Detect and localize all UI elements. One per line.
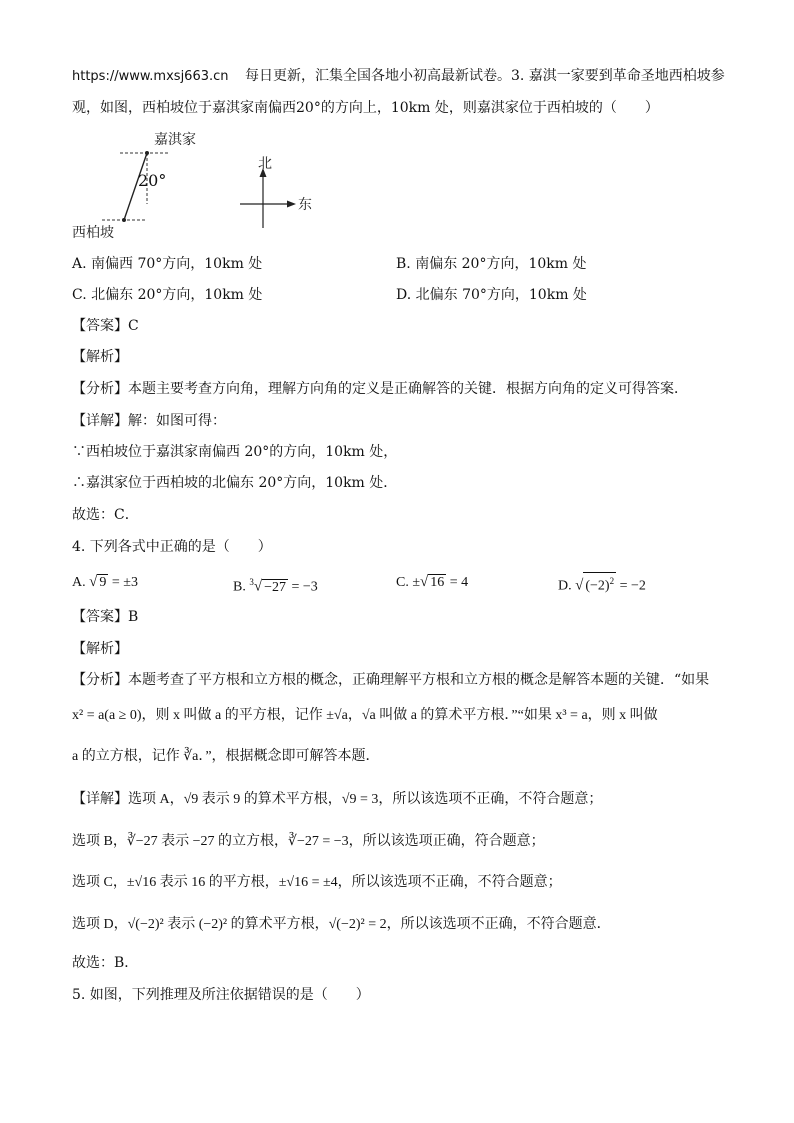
q4-option-a bbox=[72, 572, 138, 593]
q4-detail-b: 选项 B，∛−27 表示 −27 的立方根，∛−27 = −3，所以该选项正确，符合题意； bbox=[72, 834, 545, 849]
q4-analysis-tag: 【解析】 bbox=[72, 641, 128, 657]
xiangjie-tag: 【详解】 bbox=[72, 413, 128, 429]
opt-rest: = ±3 bbox=[108, 575, 138, 590]
answer-tag: 【答案】 bbox=[72, 318, 128, 334]
opt-label: D. bbox=[558, 578, 572, 594]
radical-index: 3 bbox=[249, 577, 254, 587]
compass-east-arrow bbox=[287, 201, 296, 208]
home-label: 嘉淇家 bbox=[154, 132, 196, 148]
radical-sign: √ bbox=[420, 574, 429, 590]
radicand bbox=[583, 572, 616, 595]
xiangjie-tag: 【详解】 bbox=[72, 792, 128, 807]
q3-figure bbox=[72, 124, 332, 244]
answer-value: C bbox=[128, 318, 139, 334]
fenxi-tag: 【分析】 bbox=[72, 672, 128, 688]
town-point bbox=[122, 218, 126, 222]
q3-conclusion: 故选：C． bbox=[72, 507, 139, 523]
q4-detail-d: 选项 D，√(−2)² 表示 (−2)² 的算术平方根，√(−2)² = 2，所以该选项不正确，不符合题意． bbox=[72, 917, 611, 932]
fenxi-tag: 【分析】 bbox=[72, 381, 128, 397]
q3-stem-part1: 3. 嘉淇一家要到革命圣地西柏坡参 bbox=[510, 68, 725, 84]
radical-sign: √ bbox=[253, 578, 263, 595]
q4-fenxi-line1 bbox=[72, 670, 709, 690]
opt-label: B. bbox=[233, 579, 246, 595]
site-tagline: 每日更新，汇集全国各地小初高最新试卷。 bbox=[244, 68, 511, 84]
opt-rest: = −3 bbox=[287, 579, 318, 595]
radicand-exp: 2 bbox=[609, 576, 615, 586]
plus-minus: ± bbox=[412, 575, 421, 590]
q3-because: ∵西柏坡位于嘉淇家南偏西 20°的方向，10km 处， bbox=[72, 444, 398, 460]
radicand: 16 bbox=[430, 575, 445, 590]
radical-sign: √ bbox=[89, 574, 98, 590]
q3-analysis-tag: 【解析】 bbox=[72, 349, 128, 365]
q3-option-d: D. 北偏东 70°方向，10km 处 bbox=[396, 287, 587, 303]
q4-option-c bbox=[396, 572, 468, 593]
q4-fenxi-line2: x² = a(a ≥ 0)，则 x 叫做 a 的平方根，记作 ±√a，√a 叫做 a 的算术平方根．”“如果 x³ = a，则 x 叫做 bbox=[72, 708, 658, 723]
fenxi-text: 本题考查了平方根和立方根的概念，正确理解平方根和立方根的概念是解答本题的关键．“如果 bbox=[128, 672, 710, 688]
q4-answer bbox=[72, 607, 138, 627]
opt-rest: = −2 bbox=[616, 578, 646, 594]
q3-answer bbox=[72, 316, 139, 336]
q3-therefore: ∴嘉淇家位于西柏坡的北偏东 20°方向，10km 处． bbox=[72, 475, 398, 491]
q4-conclusion: 故选：B． bbox=[72, 955, 139, 971]
q4-detail-a bbox=[72, 790, 602, 810]
detail-a-text: 选项 A，√9 表示 9 的算术平方根，√9 = 3，所以该选项不正确，不符合题意； bbox=[128, 792, 603, 807]
answer-tag: 【答案】 bbox=[72, 609, 128, 625]
site-url: https://www.mxsj663.cn bbox=[72, 69, 229, 84]
answer-value: B bbox=[128, 609, 139, 625]
q5-stem: 5. 如图，下列推理及所注依据错误的是（ ） bbox=[72, 987, 370, 1003]
q3-option-a: A. 南偏西 70°方向，10km 处 bbox=[72, 256, 263, 272]
angle-label: 20° bbox=[138, 171, 167, 190]
opt-rest: = 4 bbox=[446, 575, 469, 590]
q3-stem-line2: 观，如图，西柏坡位于嘉淇家南偏西20°的方向上，10km 处，则嘉淇家位于西柏坡的（ ） bbox=[72, 100, 659, 116]
q4-detail-c: 选项 C，±√16 表示 16 的平方根，±√16 = ±4，所以该选项不正确，不符合题意； bbox=[72, 875, 562, 890]
north-label: 北 bbox=[258, 156, 272, 172]
q3-xiangjie bbox=[72, 411, 226, 431]
q4-option-b bbox=[233, 572, 318, 598]
radicand: 9 bbox=[99, 575, 107, 590]
east-label: 东 bbox=[298, 197, 312, 213]
q4-option-d bbox=[558, 572, 646, 597]
town-label: 西柏坡 bbox=[72, 225, 114, 241]
q3-fenxi bbox=[72, 379, 688, 399]
xiangjie-text: 解：如图可得： bbox=[128, 413, 226, 429]
q3-option-c: C. 北偏东 20°方向，10km 处 bbox=[72, 287, 263, 303]
home-point bbox=[145, 151, 149, 155]
radicand-base: (−2) bbox=[585, 578, 610, 594]
q4-stem: 4. 下列各式中正确的是（ ） bbox=[72, 539, 272, 555]
fenxi-text: 本题主要考查方向角，理解方向角的定义是正确解答的关键．根据方向角的定义可得答案． bbox=[128, 381, 688, 397]
q3-option-b: B. 南偏东 20°方向，10km 处 bbox=[396, 256, 587, 272]
radicand: −27 bbox=[264, 579, 286, 595]
opt-label: C. bbox=[396, 575, 409, 590]
q3-stem-line1 bbox=[72, 66, 725, 87]
q4-fenxi-line3: a 的立方根，记作 ∛a．”，根据概念即可解答本题． bbox=[72, 749, 380, 764]
radical-sign: √ bbox=[575, 577, 584, 594]
opt-label: A. bbox=[72, 575, 86, 590]
